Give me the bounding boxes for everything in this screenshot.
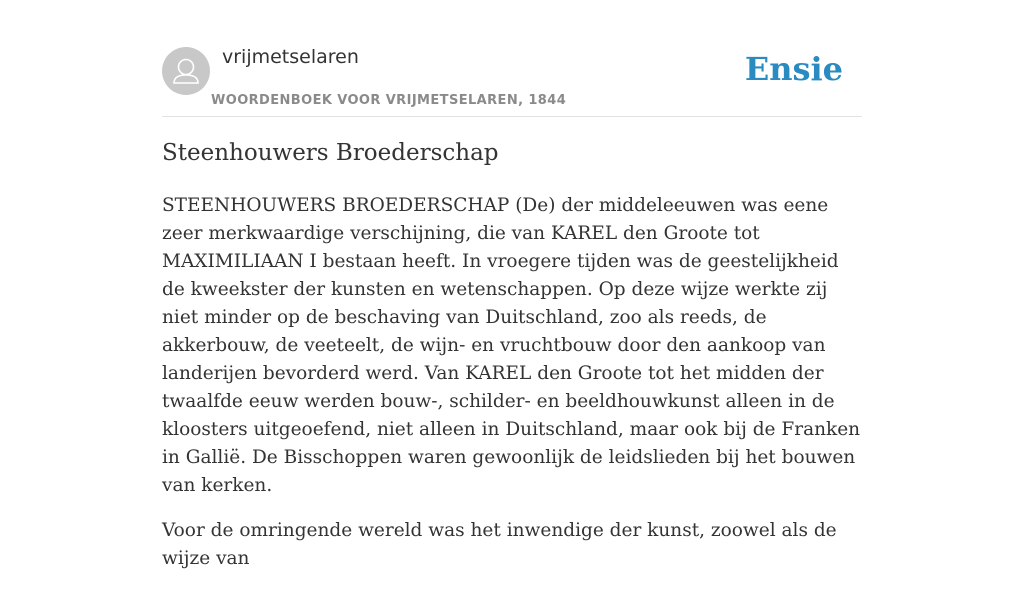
author-name[interactable]: vrijmetselaren (222, 46, 359, 68)
article-title: Steenhouwers Broederschap (162, 140, 499, 166)
ensie-logo[interactable]: Ensie (744, 50, 843, 88)
user-icon (162, 47, 210, 95)
article-header (162, 0, 862, 117)
source-label[interactable]: WOORDENBOEK VOOR VRIJMETSELAREN, 1844 (211, 93, 567, 108)
article-paragraph: STEENHOUWERS BROEDERSCHAP (De) der middeleeuwen was eene zeer merkwaardige verschijning, die van KAREL den Groote tot MAXIMILIAAN I bestaan heeft. In vroegere tijden was de geestelijkheid de kweekster der kunsten en wetenschappen. Op deze wijze werkte zij niet minder op de beschaving van Duitschland, zoo als reeds, de akkerbouw, de veeteelt, de wijn- en vruchtbouw door den aankoop van landerijen bevorderd werd. Van KAREL den Groote tot het midden der twaalfde eeuw werden bouw-, schilder- en beeldhouwkunst alleen in de kloosters uitgeoefend, niet alleen in Duitschland, maar ook bij de Franken in Gallië. De Bisschoppen waren gewoonlijk de leidslieden bij het bouwen van kerken. (162, 195, 861, 496)
article-page (162, 0, 862, 569)
article-body (162, 192, 862, 590)
article-paragraph: Voor de omringende wereld was het inwendige der kunst, zoowel als de wijze van (162, 520, 837, 569)
avatar[interactable] (162, 47, 210, 95)
